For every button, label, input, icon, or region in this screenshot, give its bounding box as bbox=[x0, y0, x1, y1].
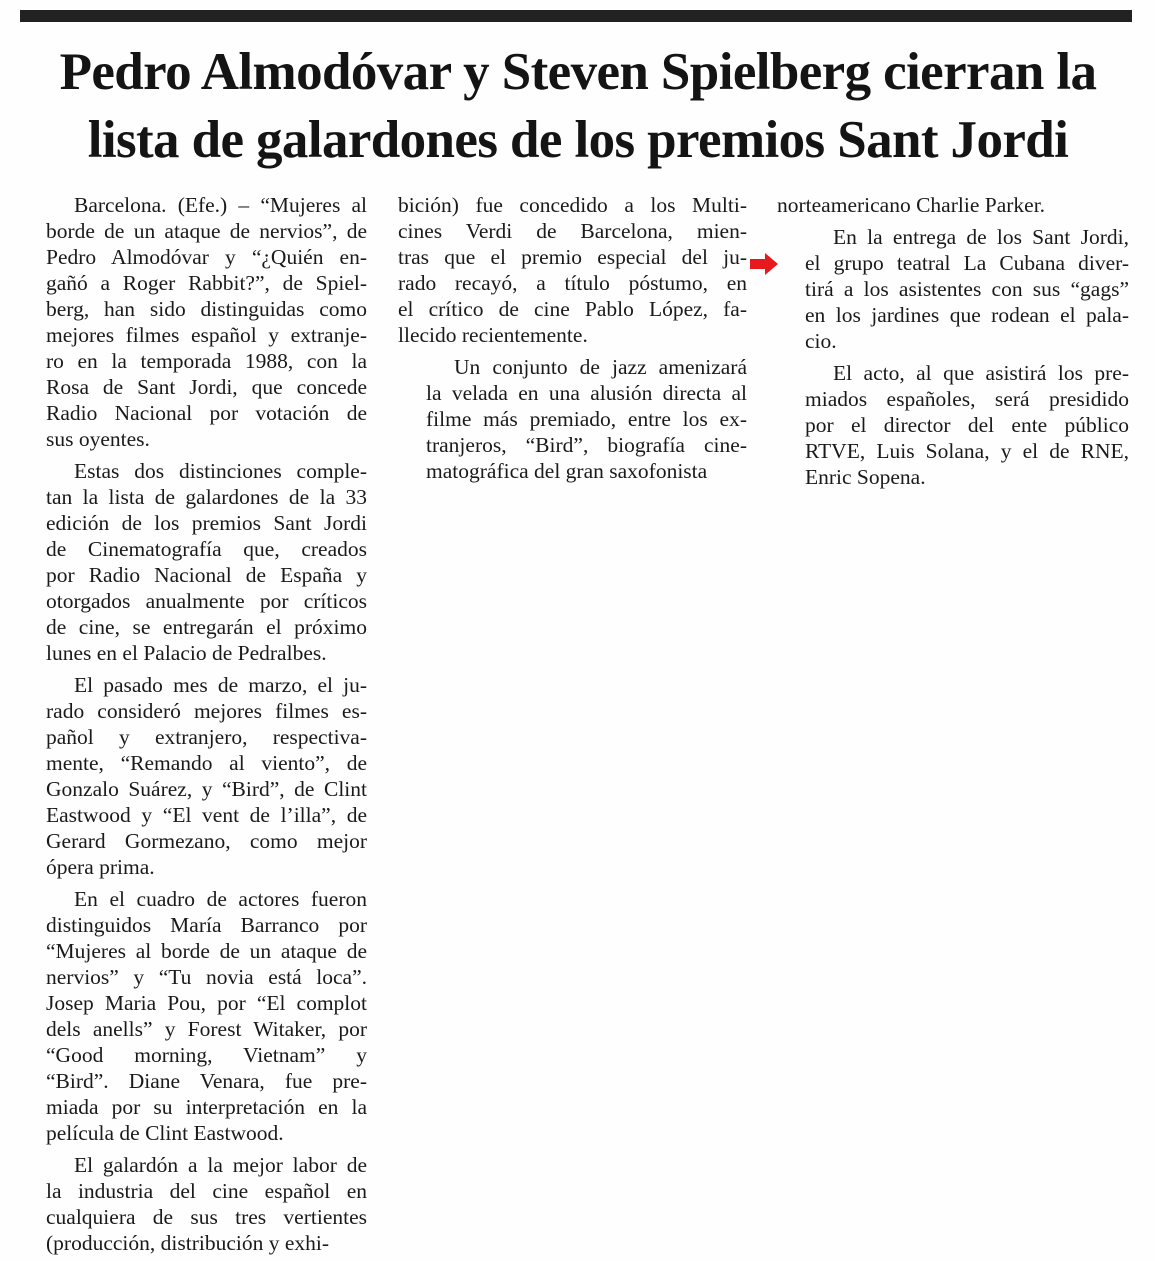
text-line: de cine, se entregarán el próximo bbox=[46, 615, 367, 639]
text-line: tras que el premio especial del ju- bbox=[398, 245, 747, 269]
text-line: En la entrega de los Sant Jordi, bbox=[833, 225, 1129, 249]
text-line: Un conjunto de jazz amenizará bbox=[454, 355, 747, 379]
text-line: miada por su interpretación en la bbox=[46, 1095, 367, 1119]
text-line: rado recayó, a título póstumo, en bbox=[398, 271, 747, 295]
text-line: cualquiera de sus tres vertientes bbox=[46, 1205, 367, 1229]
column-1 bbox=[18, 192, 367, 1262]
text-line: filme más premiado, entre los ex- bbox=[426, 407, 747, 431]
text-line: Rosa de Sant Jordi, que concede bbox=[46, 375, 367, 399]
article-paragraph bbox=[777, 192, 1129, 218]
text-line: de Cinematografía que, creados bbox=[46, 537, 367, 561]
text-line: otorgados anualmente por críticos bbox=[46, 589, 367, 613]
article-paragraph bbox=[18, 1152, 367, 1256]
text-line: Radio Nacional por votación de bbox=[46, 401, 367, 425]
text-line: la industria del cine español en bbox=[46, 1179, 367, 1203]
text-line: miados españoles, será presidido bbox=[805, 387, 1129, 411]
text-line: El galardón a la mejor labor de bbox=[74, 1153, 367, 1177]
column-3 bbox=[777, 192, 1129, 496]
article-paragraph bbox=[18, 672, 367, 880]
text-line: Josep Maria Pou, por “El complot bbox=[46, 991, 367, 1015]
text-line: lunes en el Palacio de Pedralbes. bbox=[46, 641, 327, 665]
text-line: tranjeros, “Bird”, biografía cine- bbox=[426, 433, 747, 457]
text-line: tan la lista de galardones de la 33 bbox=[46, 485, 367, 509]
headline bbox=[18, 38, 1138, 174]
text-line: Enric Sopena. bbox=[805, 465, 926, 489]
text-line: “Mujeres al borde de un ataque de bbox=[46, 939, 367, 963]
article-paragraph bbox=[777, 360, 1129, 490]
text-line: rado consideró mejores filmes es- bbox=[46, 699, 367, 723]
text-line: Pedro Almodóvar y “¿Quién en- bbox=[46, 245, 367, 269]
text-line: la velada en una alusión directa al bbox=[426, 381, 747, 405]
text-line: RTVE, Luis Solana, y el de RNE, bbox=[805, 439, 1129, 463]
text-line: En el cuadro de actores fueron bbox=[74, 887, 367, 911]
text-line: por Radio Nacional de España y bbox=[46, 563, 367, 587]
text-line: Estas dos distinciones complе- bbox=[74, 459, 367, 483]
text-line: mente, “Remando al viento”, de bbox=[46, 751, 367, 775]
headline-line: Pedro Almodóvar y Steven Spielberg cierran la bbox=[59, 43, 1097, 101]
text-line: cines Verdi de Barcelona, mien- bbox=[398, 219, 747, 243]
article-paragraph bbox=[398, 192, 747, 348]
text-line: borde de un ataque de nervios”, de bbox=[46, 219, 367, 243]
text-line: ro en la temporada 1988, con la bbox=[46, 349, 367, 373]
text-line: por el director del ente público bbox=[805, 413, 1129, 437]
text-line: (producción, distribución y exhi- bbox=[46, 1231, 330, 1255]
text-line: El pasado mes de marzo, el ju- bbox=[74, 673, 367, 697]
text-line: nervios” y “Tu novia está loca”. bbox=[46, 965, 367, 989]
text-line: mejores filmes español y extranje- bbox=[46, 323, 367, 347]
text-line: El acto, al que asistirá los pre- bbox=[833, 361, 1129, 385]
text-line: berg, han sido distinguidas como bbox=[46, 297, 367, 321]
text-line: Gonzalo Suárez, y “Bird”, de Clint bbox=[46, 777, 367, 801]
column-2 bbox=[398, 192, 747, 490]
article-paragraph bbox=[18, 458, 367, 666]
headline-line: lista de galardones de los premios Sant Jordi bbox=[87, 111, 1069, 169]
right-arrow-icon bbox=[750, 253, 778, 275]
text-line: llecido recientemente. bbox=[398, 323, 588, 347]
text-line: el grupo teatral La Cubana diver- bbox=[805, 251, 1129, 275]
article-paragraph bbox=[777, 224, 1129, 354]
text-line: norteamericano Charlie Parker. bbox=[777, 193, 1046, 217]
text-line: “Good morning, Vietnam” y bbox=[46, 1043, 367, 1067]
text-line: película de Clint Eastwood. bbox=[46, 1121, 284, 1145]
top-rule-bar bbox=[20, 10, 1132, 22]
text-line: Barcelona. (Efe.) – “Mujeres al bbox=[74, 193, 367, 217]
text-line: gañó a Roger Rabbit?”, de Spiel- bbox=[46, 271, 367, 295]
text-line: sus oyentes. bbox=[46, 427, 150, 451]
text-line: matográfica del gran saxofonista bbox=[426, 459, 708, 483]
article-paragraph bbox=[18, 192, 367, 452]
text-line: edición de los premios Sant Jordi bbox=[46, 511, 367, 535]
text-line: pañol y extranjero, respectiva- bbox=[46, 725, 367, 749]
text-line: el crítico de cine Pablo López, fa- bbox=[398, 297, 747, 321]
article-paragraph bbox=[398, 354, 747, 484]
text-line: dels anells” y Forest Witaker, por bbox=[46, 1017, 367, 1041]
article-paragraph bbox=[18, 886, 367, 1146]
text-line: distinguidos María Barranco por bbox=[46, 913, 367, 937]
text-line: bición) fue concedido a los Multi- bbox=[398, 193, 747, 217]
text-line: Gerard Gormezano, como mejor bbox=[46, 829, 367, 853]
text-line: Eastwood y “El vent de l’illa”, de bbox=[46, 803, 367, 827]
text-line: cio. bbox=[805, 329, 837, 353]
text-line: ópera prima. bbox=[46, 855, 155, 879]
text-line: tirá a los asistentes con sus “gags” bbox=[805, 277, 1129, 301]
text-line: “Bird”. Diane Venara, fue pre- bbox=[46, 1069, 367, 1093]
text-line: en los jardines que rodean el pala- bbox=[805, 303, 1129, 327]
